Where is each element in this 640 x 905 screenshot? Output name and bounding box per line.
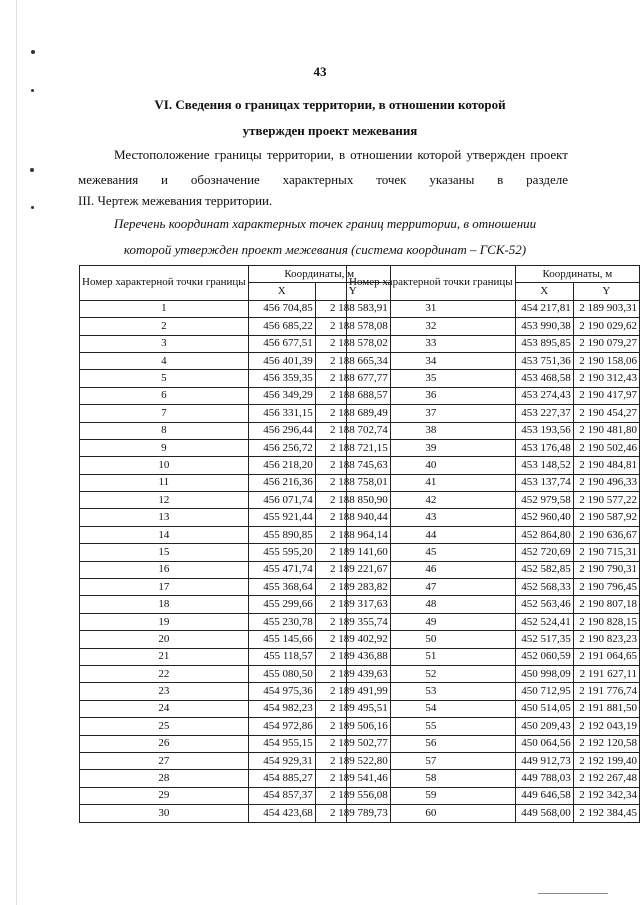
point-number-cell: 33 <box>347 335 516 352</box>
table-row <box>347 439 640 456</box>
y-coordinate-cell: 2 188 583,91 <box>315 300 390 317</box>
table-caption-line-1: Перечень координат характерных точек границ территории, в отношении <box>113 216 537 231</box>
table-row <box>347 492 640 509</box>
table-row <box>80 352 391 369</box>
table-row <box>347 300 640 317</box>
point-number-cell: 15 <box>80 544 249 561</box>
x-coordinate-cell: 455 368,64 <box>248 579 315 596</box>
table-row <box>80 631 391 648</box>
point-number-cell: 16 <box>80 561 249 578</box>
footer-rule <box>538 893 608 894</box>
point-number-cell: 37 <box>347 405 516 422</box>
y-coordinate-cell: 2 189 506,16 <box>315 718 390 735</box>
x-coordinate-cell: 453 137,74 <box>515 474 573 491</box>
point-number-cell: 17 <box>80 579 249 596</box>
y-coordinate-cell: 2 189 491,99 <box>315 683 390 700</box>
x-coordinate-cell: 454 982,23 <box>248 700 315 717</box>
point-number-cell: 13 <box>80 509 249 526</box>
y-coordinate-cell: 2 188 702,74 <box>315 422 390 439</box>
y-coordinate-cell: 2 189 317,63 <box>315 596 390 613</box>
y-coordinate-cell: 2 190 496,33 <box>573 474 639 491</box>
point-number-cell: 26 <box>80 735 249 752</box>
x-coordinate-cell: 450 712,95 <box>515 683 573 700</box>
x-coordinate-cell: 454 972,86 <box>248 718 315 735</box>
point-number-cell: 53 <box>347 683 516 700</box>
table-row <box>80 318 391 335</box>
x-coordinate-cell: 456 359,35 <box>248 370 315 387</box>
y-coordinate-cell: 2 188 850,90 <box>315 492 390 509</box>
table-row <box>347 805 640 822</box>
point-number-cell: 34 <box>347 352 516 369</box>
x-coordinate-cell: 452 524,41 <box>515 613 573 630</box>
y-coordinate-cell: 2 188 689,49 <box>315 405 390 422</box>
x-coordinate-cell: 455 890,85 <box>248 526 315 543</box>
point-number-cell: 46 <box>347 561 516 578</box>
table-row <box>80 509 391 526</box>
y-coordinate-cell: 2 190 417,97 <box>573 387 639 404</box>
table-row <box>80 370 391 387</box>
x-coordinate-cell: 450 064,56 <box>515 735 573 752</box>
x-coordinate-cell: 452 568,33 <box>515 579 573 596</box>
y-coordinate-cell: 2 190 577,22 <box>573 492 639 509</box>
y-coordinate-cell: 2 190 807,18 <box>573 596 639 613</box>
table-row <box>80 387 391 404</box>
y-coordinate-cell: 2 192 199,40 <box>573 752 639 769</box>
x-coordinate-cell: 454 955,15 <box>248 735 315 752</box>
table-row <box>347 631 640 648</box>
y-coordinate-cell: 2 189 355,74 <box>315 613 390 630</box>
x-coordinate-cell: 453 990,38 <box>515 318 573 335</box>
page-edge-line <box>16 0 17 905</box>
x-coordinate-cell: 449 568,00 <box>515 805 573 822</box>
table-row <box>347 474 640 491</box>
x-coordinate-cell: 456 331,15 <box>248 405 315 422</box>
x-coordinate-cell: 455 921,44 <box>248 509 315 526</box>
table-row <box>80 718 391 735</box>
table-row <box>80 648 391 665</box>
point-number-cell: 4 <box>80 352 249 369</box>
x-coordinate-cell: 454 423,68 <box>248 805 315 822</box>
y-coordinate-cell: 2 191 776,74 <box>573 683 639 700</box>
point-number-cell: 14 <box>80 526 249 543</box>
y-coordinate-cell: 2 188 677,77 <box>315 370 390 387</box>
y-coordinate-cell: 2 191 627,11 <box>573 665 639 682</box>
point-number-cell: 11 <box>80 474 249 491</box>
x-coordinate-cell: 453 751,36 <box>515 352 573 369</box>
table-row <box>347 718 640 735</box>
y-coordinate-cell: 2 189 522,80 <box>315 752 390 769</box>
y-coordinate-cell: 2 192 342,34 <box>573 787 639 804</box>
y-coordinate-cell: 2 188 578,08 <box>315 318 390 335</box>
y-coordinate-cell: 2 189 903,31 <box>573 300 639 317</box>
x-coordinate-cell: 453 274,43 <box>515 387 573 404</box>
table-row <box>80 335 391 352</box>
y-coordinate-cell: 2 190 079,27 <box>573 335 639 352</box>
table-row <box>347 579 640 596</box>
y-coordinate-cell: 2 190 636,67 <box>573 526 639 543</box>
y-coordinate-cell: 2 189 283,82 <box>315 579 390 596</box>
page-number: 43 <box>313 64 327 79</box>
table-row <box>347 526 640 543</box>
point-number-cell: 48 <box>347 596 516 613</box>
table-row <box>347 370 640 387</box>
table-row <box>80 492 391 509</box>
table-row <box>80 665 391 682</box>
table-row <box>80 700 391 717</box>
table-row <box>80 405 391 422</box>
table-row <box>347 352 640 369</box>
punch-hole-mark <box>30 168 34 172</box>
point-number-cell: 10 <box>80 457 249 474</box>
x-coordinate-cell: 456 349,29 <box>248 387 315 404</box>
y-coordinate-cell: 2 188 665,34 <box>315 352 390 369</box>
section-heading-line-1: VI. Сведения о границах территории, в отношении которой <box>154 97 506 112</box>
y-coordinate-cell: 2 190 790,31 <box>573 561 639 578</box>
point-number-cell: 6 <box>80 387 249 404</box>
point-number-cell: 41 <box>347 474 516 491</box>
y-coordinate-cell: 2 192 043,19 <box>573 718 639 735</box>
point-number-cell: 51 <box>347 648 516 665</box>
column-header-coords: Координаты, м <box>248 266 390 283</box>
y-coordinate-cell: 2 189 789,73 <box>315 805 390 822</box>
x-coordinate-cell: 456 685,22 <box>248 318 315 335</box>
table-row <box>347 613 640 630</box>
column-header-coords: Координаты, м <box>515 266 639 283</box>
column-header-y: Y <box>573 283 639 300</box>
x-coordinate-cell: 456 256,72 <box>248 439 315 456</box>
table-row <box>80 735 391 752</box>
point-number-cell: 44 <box>347 526 516 543</box>
table-row <box>80 300 391 317</box>
coordinates-table-left <box>79 265 391 823</box>
x-coordinate-cell: 456 704,85 <box>248 300 315 317</box>
y-coordinate-cell: 2 190 484,81 <box>573 457 639 474</box>
y-coordinate-cell: 2 190 454,27 <box>573 405 639 422</box>
point-number-cell: 5 <box>80 370 249 387</box>
table-row <box>347 561 640 578</box>
table-row <box>80 561 391 578</box>
punch-hole-mark <box>31 50 35 54</box>
body-paragraph: Местоположение границы территории, в отношении которой утвержден проект межевания и обозначение характерных точек указаны в разделе <box>78 147 568 187</box>
x-coordinate-cell: 452 563,46 <box>515 596 573 613</box>
table-row <box>347 596 640 613</box>
column-header-x: X <box>248 283 315 300</box>
x-coordinate-cell: 455 145,66 <box>248 631 315 648</box>
table-row <box>347 318 640 335</box>
table-row <box>347 735 640 752</box>
x-coordinate-cell: 453 895,85 <box>515 335 573 352</box>
point-number-cell: 60 <box>347 805 516 822</box>
table-row <box>347 770 640 787</box>
table-row <box>347 457 640 474</box>
x-coordinate-cell: 454 857,37 <box>248 787 315 804</box>
table-row <box>80 596 391 613</box>
y-coordinate-cell: 2 190 823,23 <box>573 631 639 648</box>
point-number-cell: 56 <box>347 735 516 752</box>
table-row <box>80 474 391 491</box>
point-number-cell: 24 <box>80 700 249 717</box>
point-number-cell: 35 <box>347 370 516 387</box>
point-number-cell: 27 <box>80 752 249 769</box>
x-coordinate-cell: 452 720,69 <box>515 544 573 561</box>
table-row <box>80 544 391 561</box>
point-number-cell: 39 <box>347 439 516 456</box>
x-coordinate-cell: 454 885,27 <box>248 770 315 787</box>
x-coordinate-cell: 456 218,20 <box>248 457 315 474</box>
point-number-cell: 29 <box>80 787 249 804</box>
column-header-point: Номер характерной точки границы <box>347 266 516 301</box>
column-header-y: Y <box>315 283 390 300</box>
point-number-cell: 25 <box>80 718 249 735</box>
table-row <box>80 752 391 769</box>
point-number-cell: 12 <box>80 492 249 509</box>
table-row <box>80 579 391 596</box>
point-number-cell: 36 <box>347 387 516 404</box>
x-coordinate-cell: 454 929,31 <box>248 752 315 769</box>
table-row <box>80 787 391 804</box>
point-number-cell: 59 <box>347 787 516 804</box>
y-coordinate-cell: 2 189 402,92 <box>315 631 390 648</box>
x-coordinate-cell: 456 296,44 <box>248 422 315 439</box>
point-number-cell: 1 <box>80 300 249 317</box>
y-coordinate-cell: 2 190 312,43 <box>573 370 639 387</box>
point-number-cell: 32 <box>347 318 516 335</box>
y-coordinate-cell: 2 192 120,58 <box>573 735 639 752</box>
table-row <box>347 787 640 804</box>
table-row <box>80 457 391 474</box>
point-number-cell: 28 <box>80 770 249 787</box>
x-coordinate-cell: 455 299,66 <box>248 596 315 613</box>
table-row <box>80 526 391 543</box>
table-row <box>347 509 640 526</box>
punch-hole-mark <box>31 206 34 209</box>
column-header-point: Номер характерной точки границы <box>80 266 249 301</box>
y-coordinate-cell: 2 190 828,15 <box>573 613 639 630</box>
point-number-cell: 31 <box>347 300 516 317</box>
x-coordinate-cell: 455 595,20 <box>248 544 315 561</box>
y-coordinate-cell: 2 190 029,62 <box>573 318 639 335</box>
point-number-cell: 54 <box>347 700 516 717</box>
point-number-cell: 47 <box>347 579 516 596</box>
y-coordinate-cell: 2 190 587,92 <box>573 509 639 526</box>
table-row <box>347 387 640 404</box>
x-coordinate-cell: 452 979,58 <box>515 492 573 509</box>
table-row <box>347 648 640 665</box>
x-coordinate-cell: 453 468,58 <box>515 370 573 387</box>
x-coordinate-cell: 454 975,36 <box>248 683 315 700</box>
point-number-cell: 2 <box>80 318 249 335</box>
y-coordinate-cell: 2 188 964,14 <box>315 526 390 543</box>
x-coordinate-cell: 450 209,43 <box>515 718 573 735</box>
y-coordinate-cell: 2 188 578,02 <box>315 335 390 352</box>
x-coordinate-cell: 452 960,40 <box>515 509 573 526</box>
table-row <box>80 683 391 700</box>
point-number-cell: 58 <box>347 770 516 787</box>
x-coordinate-cell: 455 471,74 <box>248 561 315 578</box>
x-coordinate-cell: 453 176,48 <box>515 439 573 456</box>
point-number-cell: 18 <box>80 596 249 613</box>
table-row <box>347 752 640 769</box>
body-paragraph-end: III. Чертеж межевания территории. <box>78 193 273 208</box>
y-coordinate-cell: 2 189 436,88 <box>315 648 390 665</box>
x-coordinate-cell: 454 217,81 <box>515 300 573 317</box>
table-row <box>347 683 640 700</box>
table-row <box>347 422 640 439</box>
x-coordinate-cell: 449 646,58 <box>515 787 573 804</box>
x-coordinate-cell: 450 514,05 <box>515 700 573 717</box>
y-coordinate-cell: 2 190 796,45 <box>573 579 639 596</box>
point-number-cell: 8 <box>80 422 249 439</box>
y-coordinate-cell: 2 189 495,51 <box>315 700 390 717</box>
y-coordinate-cell: 2 192 267,48 <box>573 770 639 787</box>
y-coordinate-cell: 2 191 881,50 <box>573 700 639 717</box>
y-coordinate-cell: 2 191 064,65 <box>573 648 639 665</box>
y-coordinate-cell: 2 190 158,06 <box>573 352 639 369</box>
x-coordinate-cell: 452 582,85 <box>515 561 573 578</box>
point-number-cell: 20 <box>80 631 249 648</box>
point-number-cell: 55 <box>347 718 516 735</box>
table-row <box>80 439 391 456</box>
point-number-cell: 21 <box>80 648 249 665</box>
point-number-cell: 23 <box>80 683 249 700</box>
point-number-cell: 45 <box>347 544 516 561</box>
x-coordinate-cell: 449 912,73 <box>515 752 573 769</box>
table-row <box>347 665 640 682</box>
y-coordinate-cell: 2 189 556,08 <box>315 787 390 804</box>
y-coordinate-cell: 2 189 502,77 <box>315 735 390 752</box>
table-row <box>80 770 391 787</box>
table-row <box>80 422 391 439</box>
point-number-cell: 38 <box>347 422 516 439</box>
x-coordinate-cell: 456 677,51 <box>248 335 315 352</box>
section-heading-line-2: утвержден проект межевания <box>242 123 418 138</box>
punch-hole-mark <box>31 89 34 92</box>
x-coordinate-cell: 453 193,56 <box>515 422 573 439</box>
point-number-cell: 50 <box>347 631 516 648</box>
column-header-x: X <box>515 283 573 300</box>
table-row <box>347 405 640 422</box>
coordinates-table-right <box>346 265 640 823</box>
table-row <box>347 544 640 561</box>
table-row <box>80 805 391 822</box>
x-coordinate-cell: 456 071,74 <box>248 492 315 509</box>
x-coordinate-cell: 452 864,80 <box>515 526 573 543</box>
point-number-cell: 49 <box>347 613 516 630</box>
y-coordinate-cell: 2 189 541,46 <box>315 770 390 787</box>
point-number-cell: 52 <box>347 665 516 682</box>
y-coordinate-cell: 2 188 721,15 <box>315 439 390 456</box>
point-number-cell: 3 <box>80 335 249 352</box>
x-coordinate-cell: 456 216,36 <box>248 474 315 491</box>
point-number-cell: 40 <box>347 457 516 474</box>
y-coordinate-cell: 2 190 481,80 <box>573 422 639 439</box>
point-number-cell: 57 <box>347 752 516 769</box>
point-number-cell: 30 <box>80 805 249 822</box>
point-number-cell: 9 <box>80 439 249 456</box>
y-coordinate-cell: 2 188 940,44 <box>315 509 390 526</box>
point-number-cell: 7 <box>80 405 249 422</box>
point-number-cell: 22 <box>80 665 249 682</box>
x-coordinate-cell: 453 227,37 <box>515 405 573 422</box>
x-coordinate-cell: 455 230,78 <box>248 613 315 630</box>
point-number-cell: 43 <box>347 509 516 526</box>
table-row <box>80 613 391 630</box>
y-coordinate-cell: 2 190 502,46 <box>573 439 639 456</box>
y-coordinate-cell: 2 192 384,45 <box>573 805 639 822</box>
y-coordinate-cell: 2 189 141,60 <box>315 544 390 561</box>
y-coordinate-cell: 2 190 715,31 <box>573 544 639 561</box>
x-coordinate-cell: 455 080,50 <box>248 665 315 682</box>
y-coordinate-cell: 2 188 758,01 <box>315 474 390 491</box>
x-coordinate-cell: 456 401,39 <box>248 352 315 369</box>
y-coordinate-cell: 2 189 439,63 <box>315 665 390 682</box>
x-coordinate-cell: 452 060,59 <box>515 648 573 665</box>
table-caption-line-2: которой утвержден проект межевания (система координат – ГСК-52) <box>123 242 527 257</box>
x-coordinate-cell: 455 118,57 <box>248 648 315 665</box>
x-coordinate-cell: 452 517,35 <box>515 631 573 648</box>
point-number-cell: 42 <box>347 492 516 509</box>
table-row <box>347 700 640 717</box>
y-coordinate-cell: 2 188 688,57 <box>315 387 390 404</box>
x-coordinate-cell: 453 148,52 <box>515 457 573 474</box>
y-coordinate-cell: 2 188 745,63 <box>315 457 390 474</box>
y-coordinate-cell: 2 189 221,67 <box>315 561 390 578</box>
x-coordinate-cell: 450 998,09 <box>515 665 573 682</box>
point-number-cell: 19 <box>80 613 249 630</box>
x-coordinate-cell: 449 788,03 <box>515 770 573 787</box>
table-row <box>347 335 640 352</box>
